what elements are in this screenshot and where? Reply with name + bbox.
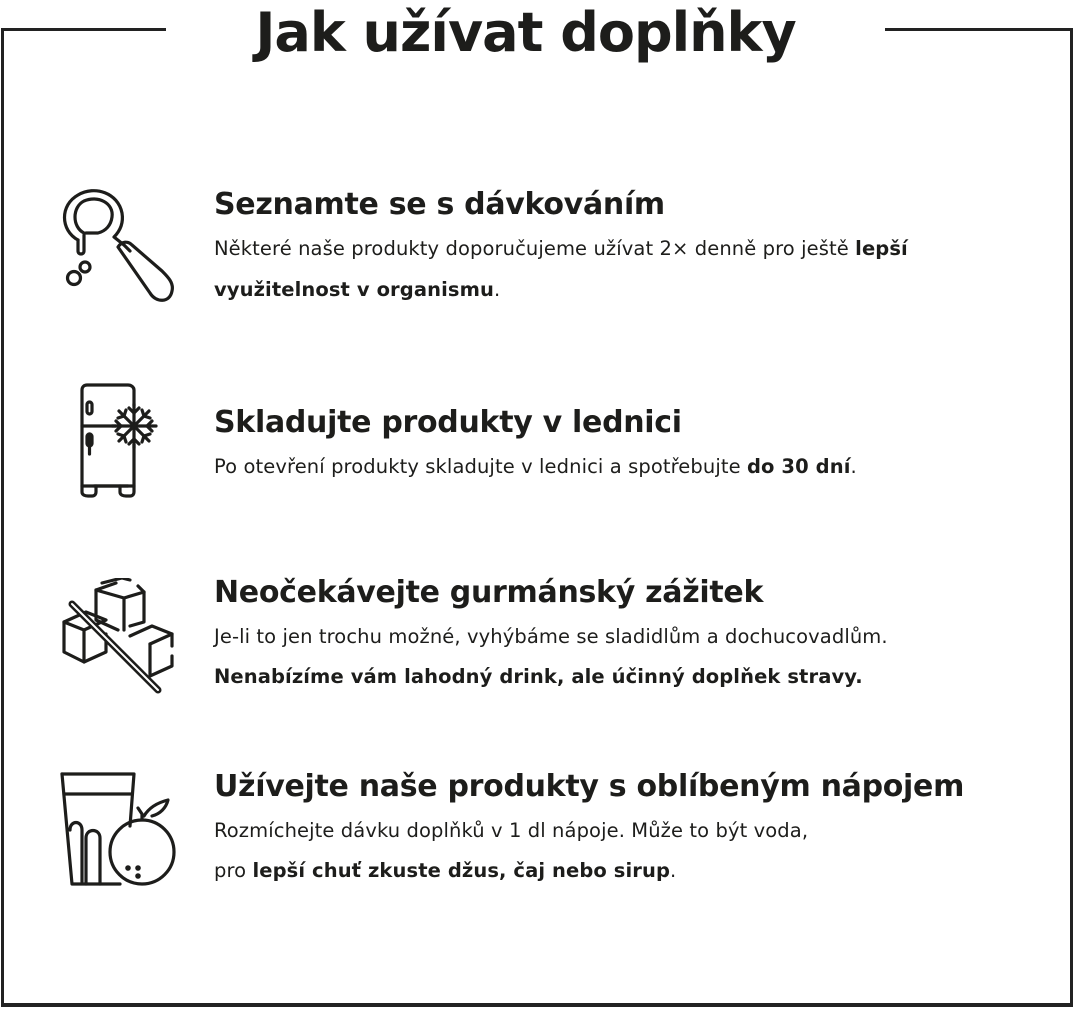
frame-right-line <box>1070 28 1073 1007</box>
text-plain: Rozmíchejte dávku doplňků v 1 dl nápoje. Může to být voda, <box>214 819 809 842</box>
section-text-line <box>214 624 888 650</box>
section-text-line <box>214 236 908 262</box>
text-bold: lepší <box>855 237 908 260</box>
juice-glass-orange-icon <box>60 770 200 890</box>
text-bold: do 30 dní <box>746 455 851 478</box>
section-heading: Seznamte se s dávkováním <box>214 187 665 222</box>
text-plain: Je-li to jen trochu možné, vyhýbáme se sladidlům a dochucovadlům. <box>214 625 888 648</box>
section-text-line <box>214 454 857 480</box>
section-heading: Užívejte naše produkty s oblíbeným nápojem <box>214 769 965 804</box>
fridge-snowflake-icon <box>72 382 212 502</box>
frame-top-left-line <box>1 28 166 31</box>
section-text-line <box>214 664 863 690</box>
section-text-line <box>214 277 500 303</box>
section-heading: Skladujte produkty v lednici <box>214 405 682 440</box>
section-text-line <box>214 858 676 884</box>
frame-left-line <box>1 28 4 1007</box>
text-plain: . <box>670 859 677 882</box>
text-bold: Nenabízíme vám lahodný drink, ale účinný doplňek stravy. <box>214 665 863 688</box>
text-bold: využitelnost v organismu <box>214 278 494 301</box>
text-plain: Některé naše produkty doporučujeme užívat 2× denně pro ještě <box>214 237 856 260</box>
text-plain: Po otevření produkty skladujte v lednici a spotřebujte <box>214 455 747 478</box>
frame-bottom-line <box>1 1003 1073 1007</box>
section-heading: Neočekávejte gurmánský zážitek <box>214 575 764 610</box>
text-plain: . <box>850 455 857 478</box>
text-bold: lepší chuť zkuste džus, čaj nebo sirup <box>252 859 671 882</box>
page-title: Jak užívat doplňky <box>255 1 796 64</box>
no-sugar-cubes-icon <box>60 578 200 696</box>
frame-top-right-line <box>885 28 1073 31</box>
text-plain: . <box>493 278 501 301</box>
text-plain: pro <box>214 859 253 882</box>
spoon-dripping-icon <box>50 185 190 310</box>
section-text-line <box>214 818 808 844</box>
